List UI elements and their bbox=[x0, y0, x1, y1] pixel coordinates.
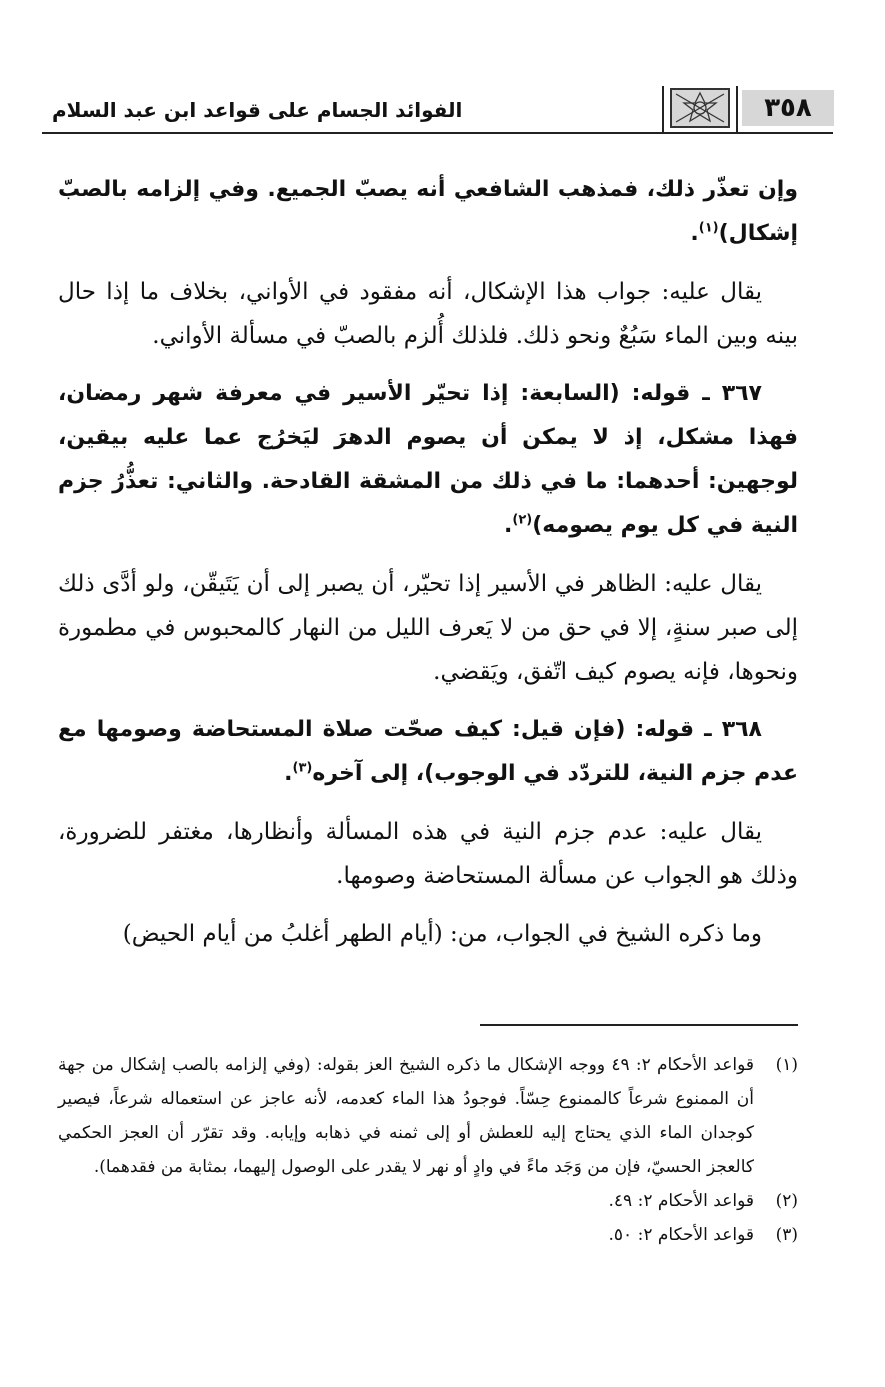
paragraph bbox=[58, 708, 798, 796]
paragraph-text: يقال عليه: جواب هذا الإشكال، أنه مفقود في الأواني، بخلاف ما إذا حال بينه وبين الماء سَبُعٌ ونحو ذلك. فلذلك أُلزم بالصبّ في مسألة الأواني. bbox=[58, 279, 798, 349]
footnote bbox=[58, 1184, 798, 1218]
footnote-rule bbox=[480, 1024, 798, 1026]
footnote-ref: (٣) bbox=[292, 760, 313, 776]
page-header bbox=[42, 86, 833, 132]
footnote-text: قواعد الأحكام ٢: ٥٠. bbox=[608, 1225, 754, 1245]
paragraph-end: . bbox=[690, 221, 699, 246]
paragraph-text: وما ذكره الشيخ في الجواب، من: (أيام الطهر أغلبُ من أيام الحيض) bbox=[122, 921, 762, 947]
footnote-number: (٣) bbox=[775, 1225, 798, 1245]
footnote-ref: (٢) bbox=[512, 512, 533, 528]
paragraph bbox=[58, 810, 798, 898]
footnote-number: (٢) bbox=[775, 1191, 798, 1211]
footnote-text: قواعد الأحكام ٢: ٤٩. bbox=[608, 1191, 754, 1211]
paragraph bbox=[58, 270, 798, 358]
paragraph-end: . bbox=[504, 513, 513, 538]
running-title: الفوائد الجسام على قواعد ابن عبد السلام bbox=[52, 98, 463, 122]
paragraph bbox=[58, 912, 798, 956]
footnote-ref: (١) bbox=[698, 220, 719, 236]
paragraph bbox=[58, 562, 798, 694]
paragraph-text: يقال عليه: الظاهر في الأسير إذا تحيّر، أن يصبر إلى أن يَتَيقّن، ولو أدَّى ذلك إلى صبر سنةٍ، إلا في حق من لا يَعرف الليل من النهار كالمحبوس في مطمورة ونحوها، فإنه يصوم كيف اتّفق، ويَقضي. bbox=[58, 571, 798, 685]
paragraph-text: يقال عليه: عدم جزم النية في هذه المسألة وأنظارها، مغتفر للضرورة، وذلك هو الجواب عن مسألة المستحاضة وصومها. bbox=[58, 819, 798, 889]
paragraph bbox=[58, 372, 798, 548]
header-rule bbox=[42, 132, 833, 134]
paragraph-text: ٣٦٧ ـ قوله: (السابعة: إذا تحيّر الأسير في معرفة شهر رمضان، فهذا مشكل، إذ لا يمكن أن يصوم الدهرَ ليَخرُج عما عليه بيقين، لوجهين: أحدهما: ما في ذلك من المشقة القادحة. والثاني: تعذُّرُ جزم النية في كل يوم يصومه) bbox=[58, 381, 798, 538]
main-text bbox=[58, 168, 798, 970]
header-divider bbox=[662, 86, 664, 132]
ornament-icon bbox=[670, 88, 730, 128]
paragraph bbox=[58, 168, 798, 256]
paragraph-end: . bbox=[284, 761, 293, 786]
footnote bbox=[58, 1218, 798, 1252]
footnote-number: (١) bbox=[775, 1055, 798, 1075]
footnotes bbox=[58, 1048, 798, 1252]
header-divider bbox=[736, 86, 738, 132]
paragraph-text: وإن تعذّر ذلك، فمذهب الشافعي أنه يصبّ الجميع. وفي إلزامه بالصبّ إشكال) bbox=[58, 177, 798, 246]
footnote bbox=[58, 1048, 798, 1184]
page-number: ٣٥٨ bbox=[742, 90, 834, 126]
footnote-text: قواعد الأحكام ٢: ٤٩ ووجه الإشكال ما ذكره الشيخ العز بقوله: (وفي إلزامه بالصب إشكال من جهة أن الممنوع شرعاً كالممنوع حِسّاً. فوجودُ هذا الماء كعدمه، لأنه عاجز عن استعماله شرعاً، فيصير كوجدان الماء الذي يحتاج إليه للعطش أو إلى ثمنه في ذهابه وإيابه. وقد تقرّر أن العجز الحكمي كالعجز الحسيّ، فإن من وَجَد ماءً في وادٍ أو نهر لا يقدر على الوصول إليهما، بمثابة من فقدهما). bbox=[58, 1055, 754, 1177]
paragraph-text: ٣٦٨ ـ قوله: (فإن قيل: كيف صحّت صلاة المستحاضة وصومها مع عدم جزم النية، للتردّد في الوجوب)، إلى آخره bbox=[58, 717, 798, 786]
